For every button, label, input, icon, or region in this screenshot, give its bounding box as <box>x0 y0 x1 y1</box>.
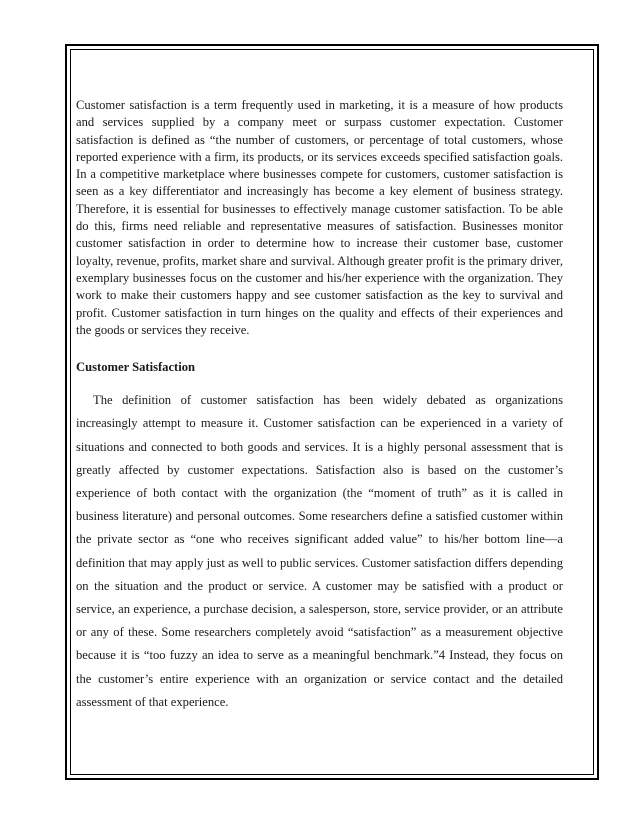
document-body <box>76 97 563 714</box>
intro-paragraph: Customer satisfaction is a term frequently used in marketing, it is a measure of how products and services supplied by a company meet or surpass customer expectation. Customer satisfaction is defined as “the number of customers, or percentage of total customers, whose reported experience with a firm, its products, or its services exceeds specified satisfaction goals. In a competitive marketplace where businesses compete for customers, customer satisfaction is seen as a key differentiator and increasingly has become a key element of business strategy. Therefore, it is essential for businesses to effectively manage customer satisfaction. To be able do this, firms need reliable and representative measures of satisfaction. Businesses monitor customer satisfaction in order to determine how to increase their customer base, customer loyalty, revenue, profits, market share and survival. Although greater profit is the primary driver, exemplary businesses focus on the customer and his/her experience with the organization. They work to make their customers happy and see customer satisfaction as the key to survival and profit. Customer satisfaction in turn hinges on the quality and effects of their experiences and the goods or services they receive. <box>76 98 563 337</box>
section-heading: Customer Satisfaction <box>76 360 196 375</box>
definition-paragraph: The definition of customer satisfaction has been widely debated as organizations increasingly attempt to measure it. Customer satisfaction can be experienced in a variety of situations and connected to both goods and services. It is a highly personal assessment that is greatly affected by customer expectations. Satisfaction also is based on the customer’s experience of both contact with the organization (the “moment of truth” as it is called in business literature) and personal outcomes. Some researchers define a satisfied customer within the private sector as “one who receives significant added value” to his/her bottom line—a definition that may apply just as well to public services. Customer satisfaction differs depending on the situation and the product or service. A customer may be satisfied with a product or service, an experience, a purchase decision, a salesperson, store, service provider, or an attribute or any of these. Some researchers completely avoid “satisfaction” as a measurement objective because it is “too fuzzy an idea to serve as a meaningful benchmark.”4 Instead, they focus on the customer’s entire experience with an organization or service contact and the detailed assessment of that experience. <box>76 393 563 709</box>
